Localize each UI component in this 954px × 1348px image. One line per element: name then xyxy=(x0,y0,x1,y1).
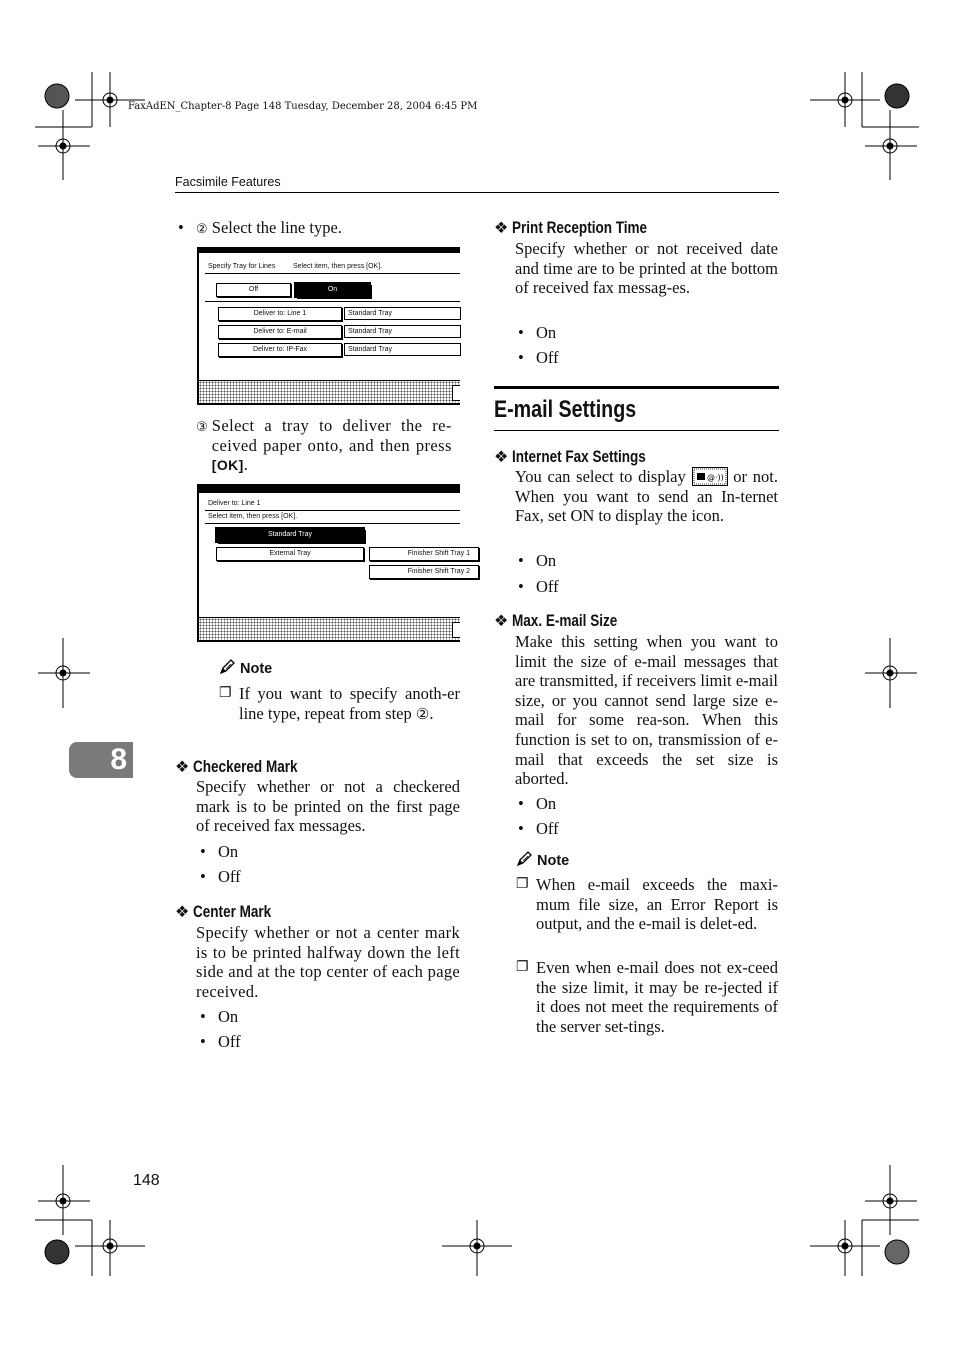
center-mark-title: Center Mark xyxy=(193,903,272,921)
step-2-number: ② xyxy=(196,221,208,236)
right-note-heading xyxy=(515,850,569,870)
print-reception-on-option: • On xyxy=(536,323,556,342)
internet-fax-off-option: • Off xyxy=(536,577,559,596)
screen1-title: Specify Tray for Lines xyxy=(208,263,276,270)
max-email-body: Make this setting when you want to limit the size of e-mail messages that are transmitted, if receivers limit e-mail size, or you cannot send large size e-mail for some rea-son. When this function is set to on, transmission of e-mail that exceeds the set size is aborted. xyxy=(515,632,778,789)
right-note-item-2: ❐ Even when e-mail does not ex-ceed the size limit, it may be re-jected if it does not meet the requirements of the server set-tings. xyxy=(516,958,778,1036)
left-note-title: Note xyxy=(240,661,273,677)
lcd-screen-line-type xyxy=(197,247,460,405)
max-email-off-option: • Off xyxy=(536,819,559,838)
print-reception-body: Specify whether or not received date and time are to be printed at the bottom of received fax messag-es. xyxy=(515,239,778,298)
external-tray-button[interactable]: External Tray xyxy=(216,547,364,561)
pencil-note-icon xyxy=(218,658,236,676)
running-header: Facsimile Features xyxy=(175,175,281,189)
center-on-option: • On xyxy=(218,1007,238,1026)
section-top-rule xyxy=(494,386,779,389)
screen2-instruction: Select item, then press [OK]. xyxy=(208,513,298,520)
step-3: ③ Select a tray to deliver the re-ceived paper onto, and then press [OK]. xyxy=(196,416,452,475)
print-reception-heading xyxy=(494,218,677,238)
internet-fax-title: Internet Fax Settings xyxy=(512,448,647,466)
lcd-screen-deliver-line1 xyxy=(197,484,470,642)
print-reception-off-option: • Off xyxy=(536,348,559,367)
max-email-on-option: • On xyxy=(536,794,556,813)
step-2-text: Select the line type. xyxy=(211,218,342,237)
line1-tray-value: Standard Tray xyxy=(344,307,461,320)
header-rule xyxy=(175,192,779,193)
checkered-mark-body: Specify whether or not a checkered mark is to be printed on the first page of received fax messages. xyxy=(196,777,460,836)
scroll-corner[interactable] xyxy=(452,622,460,638)
file-stamp: FaxAdEN_Chapter-8 Page 148 Tuesday, December 28, 2004 6:45 PM xyxy=(128,101,478,112)
diamond-bullet-icon: ❖ xyxy=(175,904,190,921)
center-mark-heading xyxy=(175,902,289,922)
max-email-heading xyxy=(494,611,641,631)
checkered-on-option: • On xyxy=(218,842,238,861)
diamond-bullet-icon: ❖ xyxy=(494,220,509,237)
right-note-title: Note xyxy=(537,853,570,869)
finisher-shift-tray-1-button[interactable]: Finisher Shift Tray 1 xyxy=(369,547,479,561)
ipfax-tray-value: Standard Tray xyxy=(344,343,461,356)
checkbox-icon: ❐ xyxy=(516,960,529,975)
pencil-note-icon xyxy=(515,850,533,868)
step-3-number: ③ xyxy=(196,419,208,434)
standard-tray-button[interactable]: Standard Tray xyxy=(216,528,364,542)
checkered-mark-heading xyxy=(175,757,321,777)
deliver-ipfax-button[interactable]: Deliver to: IP-Fax xyxy=(218,343,342,357)
scroll-corner[interactable] xyxy=(452,385,460,401)
on-button[interactable]: On xyxy=(295,283,370,297)
email-tray-value: Standard Tray xyxy=(344,325,461,338)
screen1-instruction: Select item, then press [OK]. xyxy=(293,263,383,270)
center-mark-body: Specify whether or not a center mark is to be printed halfway down the left side and at the top center of each page received. xyxy=(196,923,460,1001)
left-note-heading xyxy=(218,658,272,678)
internet-fax-on-option: • On xyxy=(536,551,556,570)
page-number: 148 xyxy=(133,1172,160,1189)
off-button[interactable]: Off xyxy=(216,283,291,297)
internet-fax-icon xyxy=(692,467,728,486)
finisher-shift-tray-2-button[interactable]: Finisher Shift Tray 2 xyxy=(369,565,479,579)
left-note-item: ❐ If you want to specify anoth-er line type, repeat from step ②. xyxy=(219,684,460,723)
section-bottom-rule xyxy=(494,430,779,431)
checkbox-icon: ❐ xyxy=(516,877,529,892)
internet-fax-body: You can select to display @·)) or not. When you want to send an In-ternet Fax, set ON to display the icon. xyxy=(515,467,779,526)
diamond-bullet-icon: ❖ xyxy=(175,759,190,776)
checkered-off-option: • Off xyxy=(218,867,241,886)
right-note-item-1: ❐ When e-mail exceeds the maxi-mum file size, an Error Report is output, and the e-mail is delet-ed. xyxy=(516,875,778,934)
ok-key-label: [OK] xyxy=(211,457,244,474)
checkbox-icon: ❐ xyxy=(219,686,232,701)
diamond-bullet-icon: ❖ xyxy=(494,613,509,630)
screen2-title: Deliver to: Line 1 xyxy=(208,500,261,507)
checkered-mark-title: Checkered Mark xyxy=(193,758,298,776)
internet-fax-heading xyxy=(494,447,676,467)
deliver-line1-button[interactable]: Deliver to: Line 1 xyxy=(218,307,342,321)
step-2 xyxy=(196,218,466,238)
deliver-email-button[interactable]: Deliver to: E-mail xyxy=(218,325,342,339)
center-off-option: • Off xyxy=(218,1032,241,1051)
print-reception-title: Print Reception Time xyxy=(512,219,648,237)
section-title: E-mail Settings xyxy=(494,396,637,423)
step-3-text: Select a tray to deliver the re-ceived paper onto, and then press xyxy=(211,416,452,455)
max-email-title: Max. E-mail Size xyxy=(512,612,618,630)
diamond-bullet-icon: ❖ xyxy=(494,449,509,466)
chapter-tab: 8 xyxy=(69,742,133,778)
svg-text:@·)): @·)) xyxy=(706,473,724,482)
